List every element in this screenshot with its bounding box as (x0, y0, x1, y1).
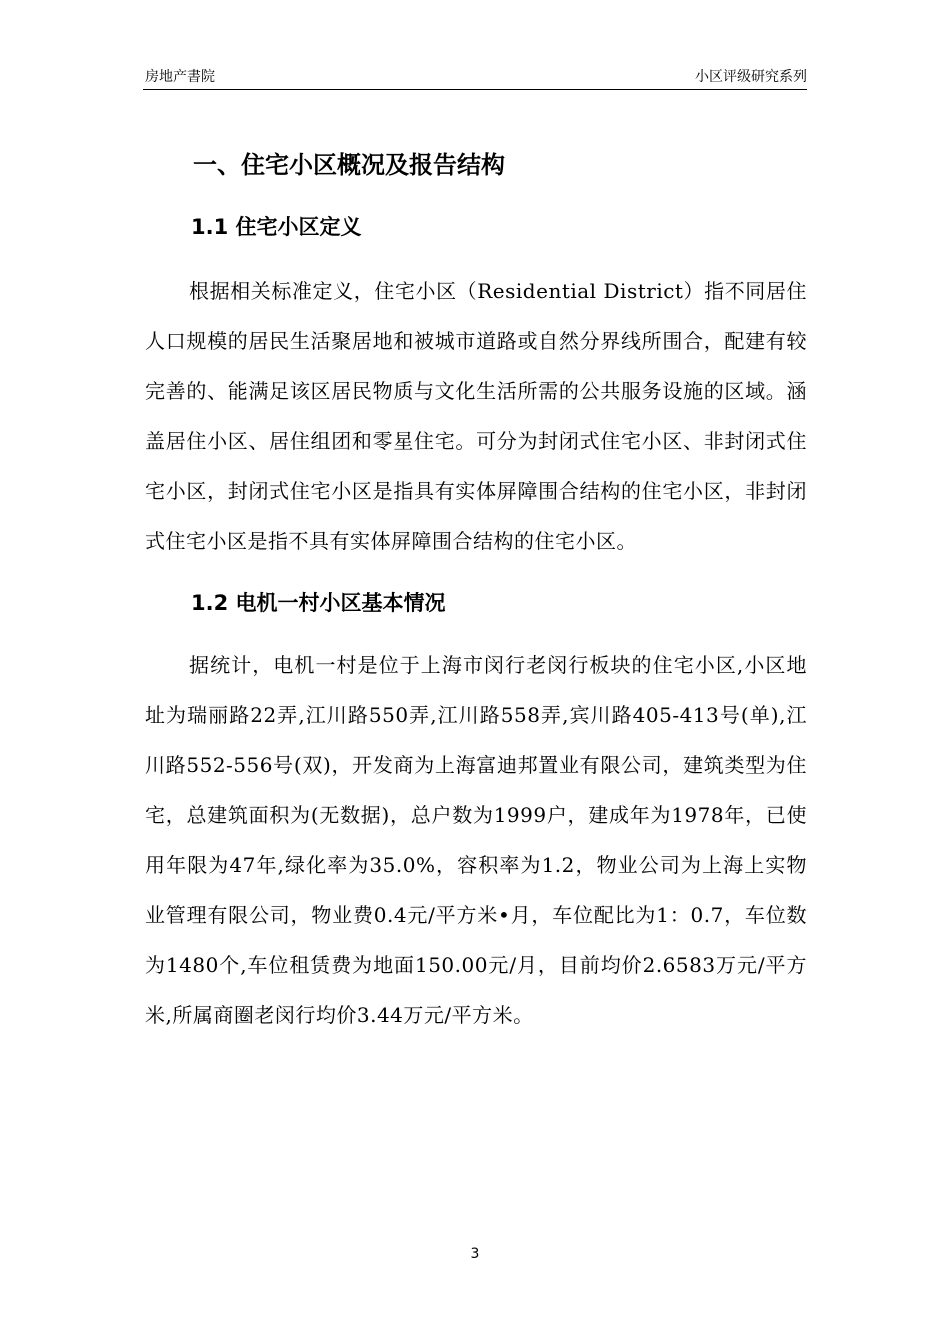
header-publisher: 房地产書院 (145, 69, 215, 85)
section-1-1-paragraph: 根据相关标准定义，住宅小区（Residential District）指不同居住人口规模的居民生活聚居地和被城市道路或自然分界线所围合，配建有较完善的、能满足该区居民物质与文化生活所需的公共服务设施的区域。涵盖居住小区、居住组团和零星住宅。可分为封闭式住宅小区、非封闭式住宅小区，封闭式住宅小区是指具有实体屏障围合结构的住宅小区，非封闭式住宅小区是指不具有实体屏障围合结构的住宅小区。 (145, 279, 807, 553)
section-title-1-1: 1.1 住宅小区定义 (191, 215, 362, 239)
header-series-title: 小区评级研究系列 (695, 69, 807, 85)
section-title-1-2: 1.2 电机一村小区基本情况 (191, 591, 446, 615)
page-number: 3 (470, 1246, 480, 1262)
header-divider (143, 89, 807, 90)
section-1-2-paragraph: 据统计，电机一村是位于上海市闵行老闵行板块的住宅小区,小区地址为瑞丽路22弄,江川路550弄,江川路558弄,宾川路405-413号(单),江川路552-556号(双)，开发商为上海富迪邦置业有限公司，建筑类型为住宅，总建筑面积为(无数据)，总户数为1999户，建成年为1978年，已使用年限为47年,绿化率为35.0%，容积率为1.2，物业公司为上海上实物业管理有限公司，物业费0.4元/平方米•月，车位配比为1：0.7，车位数为1480个,车位租赁费为地面150.00元/月，目前均价2.6583万元/平方米,所属商圈老闵行均价3.44万元/平方米。 (145, 653, 807, 1027)
document-body (145, 140, 807, 1040)
chapter-title: 一、住宅小区概况及报告结构 (193, 151, 505, 179)
